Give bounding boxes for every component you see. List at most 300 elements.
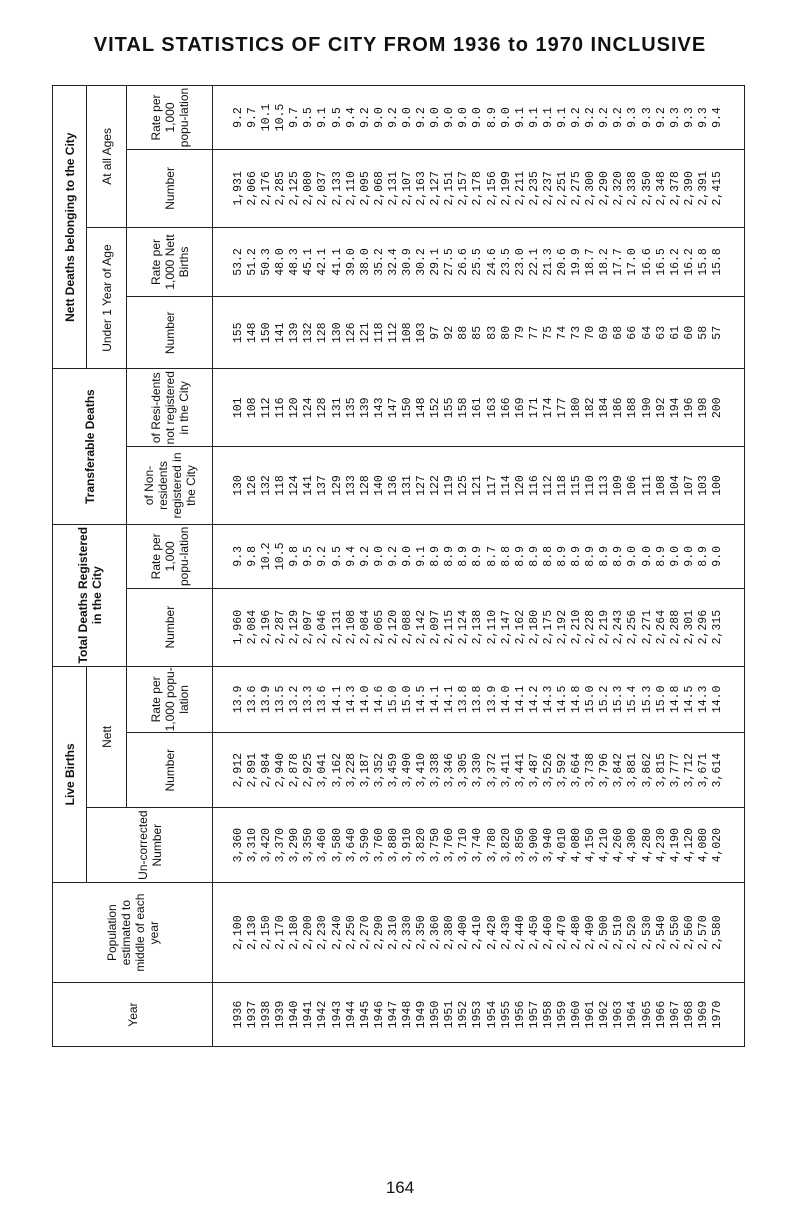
cell-nett-deaths-number: 2,211: [513, 171, 527, 206]
cell-transfer-nonresidents: 100: [711, 475, 725, 496]
cell-births-rate: 15.0: [584, 685, 598, 714]
cell-births-rate: 14.5: [556, 685, 570, 714]
cell-under1-rate: 16.5: [654, 248, 668, 276]
cell-births-nett: 3,459: [386, 752, 400, 788]
cell-births-nett: 2,891: [245, 752, 259, 788]
page-title: VITAL STATISTICS OF CITY FROM 1936 to 1970 INCLUSIVE: [93, 34, 707, 56]
cell-nett-deaths-number: 2,131: [386, 171, 400, 206]
cell-births-rate: 14.1: [429, 685, 443, 714]
cell-population: 2,430: [499, 915, 513, 950]
cell-under1-number: 70: [584, 325, 598, 340]
cell-population: 2,580: [711, 915, 725, 950]
cell-births-nett: 2,925: [302, 752, 316, 788]
cell-births-uncorrected: 3,760: [443, 827, 457, 863]
cell-births-uncorrected: 3,780: [485, 827, 499, 863]
cell-births-rate: 15.0: [400, 685, 414, 714]
cell-transfer-residents: 161: [471, 397, 485, 419]
cell-births-uncorrected: 3,360: [231, 827, 245, 863]
cell-total-deaths-rate: 8.9: [556, 545, 570, 567]
cell-under1-number: 118: [372, 322, 386, 344]
cell-population: 2,520: [626, 915, 640, 950]
cell-nett-deaths-number: 2,095: [358, 171, 372, 206]
cell-population: 2,560: [682, 915, 696, 950]
cell-year: 1965: [640, 1000, 654, 1029]
cell-total-deaths-number: 2,097: [429, 609, 443, 645]
cell-nett-deaths-rate: 9.2: [415, 107, 429, 128]
cell-under1-number: 60: [682, 325, 696, 340]
cell-births-rate: 14.8: [570, 685, 584, 714]
cell-total-deaths-number: 2,084: [358, 609, 372, 645]
cell-transfer-residents: 150: [400, 397, 414, 419]
cell-nett-deaths-number: 2,068: [372, 171, 386, 206]
cell-population: 2,290: [372, 915, 386, 950]
cell-births-nett: 3,614: [711, 752, 725, 788]
cell-births-nett: 3,526: [541, 752, 555, 788]
cell-year: 1952: [457, 1000, 471, 1029]
cell-under1-rate: 26.6: [457, 248, 471, 276]
cell-nett-deaths-rate: 9.7: [245, 107, 259, 128]
cell-nett-deaths-number: 2,350: [640, 171, 654, 206]
cell-transfer-nonresidents: 114: [499, 475, 513, 496]
header-under1-rate: Rate per 1,000 Nett Births: [127, 227, 213, 296]
cell-births-rate: 14.1: [513, 685, 527, 714]
cell-population: 2,470: [556, 915, 570, 950]
cell-population: 2,570: [696, 915, 710, 950]
cell-transfer-nonresidents: 137: [316, 475, 330, 496]
cell-population: 2,500: [598, 915, 612, 950]
cell-transfer-residents: 184: [598, 397, 612, 419]
cell-under1-rate: 18.7: [584, 248, 598, 276]
cell-births-uncorrected: 3,460: [316, 827, 330, 863]
cell-births-rate: 14.6: [372, 685, 386, 714]
cell-births-nett: 3,338: [429, 752, 443, 788]
cell-year: 1947: [386, 1000, 400, 1029]
cell-nett-deaths-number: 2,235: [527, 171, 541, 206]
cell-total-deaths-number: 2,046: [316, 609, 330, 645]
cell-total-deaths-number: 2,243: [612, 609, 626, 645]
header-births-nett: Nett: [87, 666, 127, 808]
cell-year: 1962: [598, 1000, 612, 1029]
cell-total-deaths-number: 2,162: [513, 609, 527, 645]
cell-under1-number: 139: [288, 322, 302, 344]
cell-births-uncorrected: 3,740: [471, 827, 485, 863]
cell-under1-rate: 41.1: [330, 248, 344, 276]
cell-total-deaths-rate: 9.0: [640, 545, 654, 567]
cell-births-rate: 14.0: [711, 685, 725, 714]
cell-year: 1956: [513, 1000, 527, 1029]
cell-under1-number: 85: [471, 325, 485, 340]
cell-nett-deaths-rate: 9.3: [626, 107, 640, 128]
cell-total-deaths-rate: 9.2: [386, 545, 400, 567]
cell-under1-rate: 25.5: [471, 248, 485, 276]
cell-transfer-nonresidents: 109: [612, 475, 626, 496]
cell-nett-deaths-number: 2,163: [415, 171, 429, 206]
cell-births-nett: 3,664: [570, 752, 584, 788]
cell-under1-number: 58: [696, 325, 710, 340]
cell-nett-deaths-rate: 9.2: [584, 107, 598, 128]
cell-under1-rate: 19.9: [570, 248, 584, 276]
cell-nett-deaths-number: 2,107: [400, 171, 414, 206]
cell-transfer-residents: 188: [626, 397, 640, 419]
cell-total-deaths-rate: 10.2: [260, 542, 274, 571]
cell-transfer-nonresidents: 112: [541, 475, 555, 496]
cell-transfer-nonresidents: 111: [640, 475, 654, 496]
cell-transfer-residents: 147: [386, 397, 400, 419]
cell-births-uncorrected: 3,590: [358, 827, 372, 863]
header-transferable-deaths: Transferable Deaths: [53, 369, 127, 525]
cell-nett-deaths-rate: 9.2: [386, 107, 400, 128]
cell-total-deaths-rate: 9.4: [344, 545, 358, 567]
header-population: Population estimated to middle of each year: [53, 883, 213, 983]
cell-transfer-residents: 152: [429, 397, 443, 419]
cell-population: 2,130: [245, 915, 259, 950]
cell-population: 2,230: [316, 915, 330, 950]
cell-nett-deaths-number: 1,931: [231, 171, 245, 206]
cell-transfer-residents: 196: [682, 397, 696, 419]
cell-under1-rate: 50.3: [260, 248, 274, 276]
cell-population: 2,360: [429, 915, 443, 950]
cell-nett-deaths-rate: 9.2: [654, 107, 668, 128]
cell-transfer-residents: 158: [457, 397, 471, 419]
cell-under1-number: 108: [400, 322, 414, 344]
cell-nett-deaths-rate: 9.1: [556, 107, 570, 128]
cell-births-uncorrected: 4,010: [556, 827, 570, 863]
cell-population: 2,550: [668, 915, 682, 950]
cell-under1-rate: 39.0: [344, 248, 358, 276]
cell-transfer-nonresidents: 140: [372, 475, 386, 496]
cell-population: 2,100: [231, 915, 245, 950]
cell-total-deaths-rate: 8.9: [443, 545, 457, 567]
cell-nett-deaths-rate: 9.5: [302, 107, 316, 128]
cell-births-nett: 3,592: [556, 752, 570, 788]
cell-under1-number: 128: [316, 322, 330, 344]
cell-births-nett: 3,352: [372, 752, 386, 788]
cell-nett-deaths-rate: 9.2: [612, 107, 626, 128]
cell-nett-deaths-number: 2,338: [626, 171, 640, 206]
cell-total-deaths-number: 2,287: [274, 609, 288, 645]
cell-nett-deaths-number: 2,133: [330, 171, 344, 206]
cell-births-nett: 2,940: [274, 752, 288, 788]
cell-population: 2,540: [654, 915, 668, 950]
cell-transfer-nonresidents: 121: [471, 475, 485, 496]
header-nett-deaths-rate: Rate per 1,000 popu-lation: [127, 86, 213, 150]
cell-total-deaths-number: 2,288: [668, 609, 682, 645]
cell-transfer-residents: 131: [330, 397, 344, 419]
cell-under1-number: 83: [485, 325, 499, 340]
cell-births-uncorrected: 3,940: [541, 827, 555, 863]
cell-transfer-residents: 163: [485, 397, 499, 419]
cell-under1-rate: 15.8: [711, 248, 725, 276]
cell-births-rate: 15.3: [612, 685, 626, 714]
cell-under1-rate: 18.2: [598, 248, 612, 276]
cell-births-rate: 15.2: [598, 685, 612, 714]
cell-births-rate: 14.0: [358, 685, 372, 714]
cell-nett-deaths-rate: 9.4: [344, 107, 358, 128]
cell-year: 1949: [415, 1000, 429, 1029]
cell-population: 2,410: [471, 915, 485, 950]
cell-nett-deaths-number: 2,390: [682, 171, 696, 206]
cell-year: 1968: [682, 1000, 696, 1029]
births-rate-column: [213, 666, 745, 733]
cell-nett-deaths-number: 2,176: [260, 171, 274, 206]
cell-transfer-nonresidents: 124: [288, 475, 302, 496]
cell-under1-number: 68: [612, 325, 626, 340]
cell-births-uncorrected: 3,350: [302, 827, 316, 863]
cell-nett-deaths-rate: 9.0: [457, 107, 471, 128]
cell-births-rate: 13.6: [316, 685, 330, 714]
cell-transfer-nonresidents: 120: [513, 475, 527, 496]
cell-population: 2,310: [386, 915, 400, 950]
cell-population: 2,250: [344, 915, 358, 950]
cell-births-nett: 3,441: [513, 752, 527, 788]
cell-transfer-nonresidents: 133: [344, 475, 358, 496]
cell-transfer-residents: 177: [556, 397, 570, 419]
cell-transfer-residents: 198: [696, 397, 710, 419]
cell-transfer-residents: 182: [584, 397, 598, 419]
cell-births-uncorrected: 3,910: [400, 827, 414, 863]
cell-transfer-nonresidents: 119: [443, 475, 457, 496]
cell-under1-rate: 53.2: [231, 248, 245, 276]
cell-transfer-nonresidents: 118: [556, 475, 570, 496]
cell-total-deaths-number: 2,180: [527, 609, 541, 645]
cell-under1-rate: 16.6: [640, 248, 654, 276]
cell-under1-rate: 27.5: [443, 248, 457, 276]
cell-total-deaths-rate: 10.5: [274, 542, 288, 571]
cell-under1-rate: 15.8: [696, 248, 710, 276]
cell-population: 2,530: [640, 915, 654, 950]
cell-nett-deaths-rate: 9.0: [443, 107, 457, 128]
cell-nett-deaths-rate: 9.3: [668, 107, 682, 128]
cell-under1-number: 97: [429, 325, 443, 340]
cell-nett-deaths-number: 2,391: [696, 171, 710, 206]
cell-nett-deaths-rate: 10.5: [274, 103, 288, 132]
nett-deaths-rate-column: [213, 86, 745, 150]
header-under-1: Under 1 Year of Age: [87, 227, 127, 369]
cell-under1-number: 150: [260, 322, 274, 344]
under1-rate-column: [213, 227, 745, 296]
header-total-deaths-rate: Rate per 1,000 popu-lation: [127, 524, 213, 588]
cell-nett-deaths-rate: 10.1: [260, 103, 274, 132]
cell-births-nett: 3,862: [640, 752, 654, 788]
cell-year: 1953: [471, 1000, 485, 1029]
cell-transfer-nonresidents: 128: [358, 475, 372, 496]
cell-transfer-nonresidents: 118: [274, 475, 288, 496]
cell-total-deaths-number: 2,147: [499, 609, 513, 645]
cell-nett-deaths-number: 2,110: [344, 171, 358, 206]
cell-under1-rate: 22.1: [527, 248, 541, 276]
cell-transfer-residents: 200: [711, 397, 725, 419]
cell-under1-rate: 17.0: [626, 248, 640, 276]
cell-under1-rate: 32.4: [386, 248, 400, 276]
cell-under1-number: 73: [570, 325, 584, 340]
cell-total-deaths-rate: 8.9: [598, 545, 612, 567]
cell-year: 1959: [556, 1000, 570, 1029]
cell-births-uncorrected: 3,710: [457, 827, 471, 863]
cell-births-uncorrected: 4,150: [584, 827, 598, 863]
cell-births-rate: 14.5: [682, 685, 696, 714]
cell-births-rate: 14.3: [696, 685, 710, 714]
nett-deaths-number-column: [213, 150, 745, 228]
cell-total-deaths-rate: 9.1: [415, 545, 429, 567]
cell-births-rate: 13.9: [485, 685, 499, 714]
cell-under1-rate: 16.2: [682, 248, 696, 276]
cell-births-nett: 3,712: [682, 752, 696, 788]
cell-year: 1966: [654, 1000, 668, 1029]
cell-births-uncorrected: 3,900: [527, 827, 541, 863]
cell-total-deaths-rate: 9.0: [711, 545, 725, 567]
cell-under1-rate: 51.2: [245, 248, 259, 276]
cell-transfer-residents: 174: [541, 397, 555, 419]
cell-transfer-residents: 124: [302, 397, 316, 419]
cell-year: 1960: [570, 1000, 584, 1029]
cell-births-uncorrected: 3,880: [386, 827, 400, 863]
cell-population: 2,180: [288, 915, 302, 950]
cell-transfer-residents: 194: [668, 397, 682, 419]
births-uncorrected-column: [213, 808, 745, 883]
cell-year: 1954: [485, 1000, 499, 1029]
cell-nett-deaths-rate: 9.7: [288, 107, 302, 128]
cell-transfer-residents: 112: [260, 397, 274, 419]
cell-under1-rate: 23.5: [499, 248, 513, 276]
cell-under1-number: 103: [415, 322, 429, 344]
cell-under1-rate: 30.9: [400, 248, 414, 276]
cell-total-deaths-rate: 9.0: [668, 545, 682, 567]
cell-year: 1970: [711, 1000, 725, 1029]
cell-under1-number: 155: [231, 322, 245, 344]
cell-transfer-nonresidents: 127: [415, 475, 429, 496]
cell-total-deaths-rate: 8.9: [471, 545, 485, 567]
cell-total-deaths-number: 2,065: [372, 609, 386, 645]
cell-births-nett: 3,796: [598, 752, 612, 788]
cell-nett-deaths-number: 2,320: [612, 171, 626, 206]
cell-transfer-nonresidents: 131: [400, 475, 414, 496]
cell-transfer-residents: 171: [527, 397, 541, 419]
cell-total-deaths-number: 2,129: [288, 609, 302, 645]
cell-births-rate: 14.3: [344, 685, 358, 714]
cell-population: 2,420: [485, 915, 499, 950]
cell-nett-deaths-number: 2,037: [316, 171, 330, 206]
cell-total-deaths-number: 2,210: [570, 609, 584, 645]
cell-births-nett: 2,912: [231, 752, 245, 788]
cell-under1-rate: 16.2: [668, 248, 682, 276]
cell-under1-number: 64: [640, 325, 654, 340]
cell-population: 2,440: [513, 915, 527, 950]
cell-nett-deaths-number: 2,125: [288, 171, 302, 206]
population-column: [213, 883, 745, 983]
cell-total-deaths-rate: 9.2: [316, 545, 330, 567]
cell-under1-number: 121: [358, 322, 372, 344]
cell-births-nett: 3,330: [471, 752, 485, 788]
cell-under1-rate: 48.3: [288, 248, 302, 276]
cell-under1-number: 79: [513, 325, 527, 340]
cell-total-deaths-rate: 8.9: [527, 545, 541, 567]
cell-births-rate: 14.5: [415, 685, 429, 714]
cell-transfer-residents: 180: [570, 397, 584, 419]
cell-nett-deaths-number: 2,156: [485, 171, 499, 206]
cell-year: 1948: [400, 1000, 414, 1029]
cell-total-deaths-number: 2,219: [598, 609, 612, 645]
cell-nett-deaths-rate: 9.1: [513, 107, 527, 128]
cell-transfer-nonresidents: 122: [429, 475, 443, 496]
cell-births-nett: 3,228: [344, 752, 358, 788]
cell-transfer-residents: 169: [513, 397, 527, 419]
cell-total-deaths-rate: 8.9: [429, 545, 443, 567]
cell-nett-deaths-number: 2,178: [471, 171, 485, 206]
cell-births-uncorrected: 4,190: [668, 827, 682, 863]
cell-births-uncorrected: 3,820: [499, 827, 513, 863]
page-number: 164: [385, 1178, 415, 1197]
cell-under1-number: 61: [668, 325, 682, 340]
cell-births-uncorrected: 3,760: [372, 827, 386, 863]
cell-births-nett: 3,187: [358, 752, 372, 788]
cell-population: 2,270: [358, 915, 372, 950]
header-under1-number: Number: [127, 297, 213, 369]
cell-nett-deaths-rate: 9.0: [471, 107, 485, 128]
cell-total-deaths-rate: 9.8: [245, 545, 259, 567]
cell-transfer-nonresidents: 130: [231, 475, 245, 496]
cell-nett-deaths-number: 2,066: [245, 171, 259, 206]
cell-transfer-nonresidents: 115: [570, 475, 584, 496]
cell-total-deaths-rate: 9.8: [288, 545, 302, 567]
cell-births-nett: 3,815: [654, 752, 668, 788]
cell-population: 2,380: [443, 915, 457, 950]
cell-nett-deaths-rate: 9.2: [358, 107, 372, 128]
cell-transfer-residents: 143: [372, 397, 386, 419]
cell-births-nett: 3,411: [499, 752, 513, 788]
cell-births-nett: 3,738: [584, 752, 598, 788]
cell-births-nett: 3,490: [400, 752, 414, 788]
cell-transfer-residents: 166: [499, 397, 513, 419]
header-all-ages: At all Ages: [87, 86, 127, 228]
cell-births-rate: 14.1: [330, 685, 344, 714]
cell-under1-rate: 45.1: [302, 248, 316, 276]
cell-year: 1958: [541, 1000, 555, 1029]
cell-transfer-residents: 108: [245, 397, 259, 419]
cell-births-uncorrected: 3,850: [513, 827, 527, 863]
cell-births-rate: 13.9: [260, 685, 274, 714]
cell-total-deaths-number: 2,192: [556, 609, 570, 645]
cell-nett-deaths-rate: 9.3: [640, 107, 654, 128]
cell-transfer-residents: 120: [288, 397, 302, 419]
cell-under1-number: 69: [598, 325, 612, 340]
cell-transfer-nonresidents: 104: [668, 475, 682, 496]
cell-births-rate: 13.3: [302, 685, 316, 714]
header-live-births: Live Births: [53, 666, 87, 883]
cell-transfer-nonresidents: 129: [330, 475, 344, 496]
cell-total-deaths-rate: 9.0: [400, 545, 414, 567]
cell-under1-number: 75: [541, 325, 555, 340]
cell-nett-deaths-rate: 9.5: [330, 107, 344, 128]
cell-births-rate: 14.3: [541, 685, 555, 714]
cell-total-deaths-number: 2,097: [302, 609, 316, 645]
cell-births-rate: 13.8: [457, 685, 471, 714]
cell-nett-deaths-rate: 9.1: [541, 107, 555, 128]
cell-total-deaths-number: 1,960: [231, 609, 245, 645]
cell-under1-rate: 23.0: [513, 248, 527, 276]
cell-year: 1940: [288, 1000, 302, 1029]
cell-nett-deaths-number: 2,415: [711, 171, 725, 206]
cell-total-deaths-number: 2,131: [330, 609, 344, 645]
cell-total-deaths-number: 2,264: [654, 609, 668, 645]
cell-nett-deaths-rate: 9.3: [682, 107, 696, 128]
header-nett-deaths-number: Number: [127, 150, 213, 228]
cell-under1-number: 74: [556, 325, 570, 340]
cell-births-uncorrected: 3,580: [330, 827, 344, 863]
cell-transfer-nonresidents: 141: [302, 475, 316, 496]
header-births-rate: Rate per 1,000 popu-lation: [127, 666, 213, 733]
cell-births-uncorrected: 4,300: [626, 827, 640, 863]
cell-transfer-nonresidents: 108: [654, 475, 668, 496]
